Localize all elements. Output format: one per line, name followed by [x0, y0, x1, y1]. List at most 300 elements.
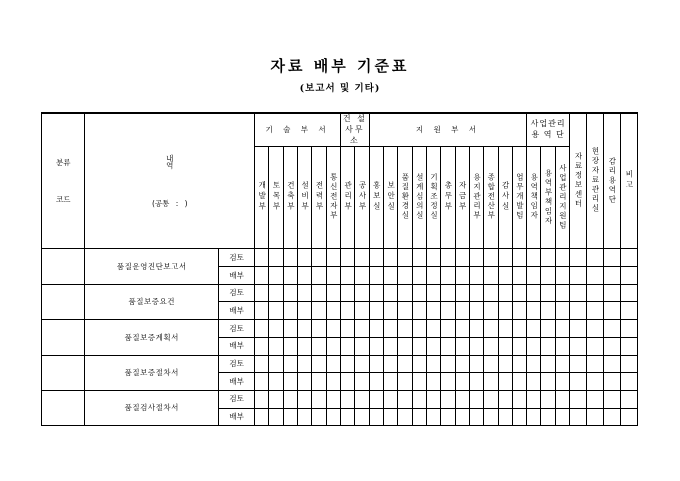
grid-cell: [398, 249, 412, 267]
grid-cell: [369, 390, 383, 408]
column-label: 관리부: [343, 181, 353, 213]
grid-cell: [441, 249, 455, 267]
grid-cell: [412, 249, 426, 267]
grid-cell: [620, 249, 637, 267]
grid-cell: [384, 284, 398, 302]
grid-cell: [255, 373, 269, 391]
grid-cell: [555, 390, 569, 408]
grid-cell: [412, 355, 426, 373]
doc-name-cell: 품질보증요건: [85, 284, 219, 319]
grid-cell: [527, 373, 541, 391]
grid-cell: [312, 373, 326, 391]
grid-cell: [283, 267, 297, 285]
grid-cell: [512, 302, 526, 320]
grid-cell: [255, 337, 269, 355]
column-label: 감사실: [501, 181, 511, 213]
grid-cell: [603, 390, 620, 408]
grid-cell: [541, 284, 555, 302]
grid-cell: [620, 355, 637, 373]
header-extra-col: [570, 113, 587, 249]
grid-cell: [369, 337, 383, 355]
grid-cell: [269, 390, 283, 408]
grid-cell: [587, 355, 604, 373]
column-label: 용역부책임자: [544, 168, 554, 226]
grid-cell: [269, 355, 283, 373]
grid-cell: [426, 302, 440, 320]
grid-cell: [603, 337, 620, 355]
row-type-label: 검토: [219, 320, 255, 338]
grid-cell: [527, 249, 541, 267]
header-dept-col: [498, 147, 512, 249]
row-type-label: 배부: [219, 408, 255, 426]
grid-cell: [283, 302, 297, 320]
grid-cell: [455, 390, 469, 408]
column-label: 종합전산부: [486, 173, 496, 221]
grid-cell: [484, 284, 498, 302]
grid-cell: [341, 284, 355, 302]
grid-cell: [498, 284, 512, 302]
row-type-label: 배부: [219, 373, 255, 391]
grid-cell: [498, 355, 512, 373]
grid-cell: [298, 284, 312, 302]
column-label: 자료정보센터: [573, 151, 583, 209]
grid-cell: [326, 320, 340, 338]
group-saeop-line: 용 역 단: [531, 130, 565, 140]
grid-cell: [269, 320, 283, 338]
grid-cell: [355, 373, 369, 391]
header-extra-col: [603, 113, 620, 249]
naeyok-sub-label: (공통 : ): [151, 198, 188, 208]
grid-cell: [441, 302, 455, 320]
grid-cell: [555, 267, 569, 285]
column-label: 홍보실: [372, 181, 382, 213]
grid-cell: [512, 249, 526, 267]
grid-cell: [298, 267, 312, 285]
grid-cell: [570, 267, 587, 285]
grid-cell: [341, 302, 355, 320]
grid-cell: [269, 267, 283, 285]
grid-cell: [620, 390, 637, 408]
grid-cell: [341, 408, 355, 426]
grid-cell: [570, 320, 587, 338]
grid-cell: [570, 302, 587, 320]
grid-cell: [269, 284, 283, 302]
grid-cell: [312, 390, 326, 408]
grid-cell: [426, 320, 440, 338]
grid-cell: [469, 337, 483, 355]
header-dept-col: [412, 147, 426, 249]
grid-cell: [412, 408, 426, 426]
grid-cell: [298, 302, 312, 320]
bunryu-label: 분류: [55, 157, 71, 167]
code-cell: [42, 249, 85, 284]
grid-cell: [283, 320, 297, 338]
grid-cell: [587, 267, 604, 285]
grid-cell: [484, 267, 498, 285]
column-label: 용역책임자: [529, 173, 539, 221]
grid-cell: [587, 408, 604, 426]
grid-cell: [283, 337, 297, 355]
grid-cell: [587, 320, 604, 338]
group-saeop: [527, 113, 570, 147]
column-label: 건축부: [286, 181, 296, 213]
grid-cell: [455, 302, 469, 320]
grid-cell: [455, 320, 469, 338]
grid-cell: [283, 373, 297, 391]
grid-cell: [570, 337, 587, 355]
naeyok-label: 내 역: [166, 153, 214, 171]
grid-cell: [512, 355, 526, 373]
grid-cell: [255, 302, 269, 320]
header-dept-col: [441, 147, 455, 249]
doc-name-cell: 품질보증절차서: [85, 355, 219, 390]
grid-cell: [426, 284, 440, 302]
grid-cell: [441, 355, 455, 373]
grid-cell: [555, 337, 569, 355]
grid-cell: [498, 390, 512, 408]
grid-cell: [455, 337, 469, 355]
row-type-label: 검토: [219, 284, 255, 302]
grid-cell: [570, 284, 587, 302]
grid-cell: [355, 390, 369, 408]
grid-cell: [541, 267, 555, 285]
grid-cell: [255, 284, 269, 302]
grid-cell: [355, 267, 369, 285]
page-title: 자료 배부 기준표: [270, 57, 410, 75]
grid-cell: [441, 320, 455, 338]
grid-cell: [441, 337, 455, 355]
grid-cell: [398, 320, 412, 338]
grid-cell: [283, 284, 297, 302]
grid-cell: [269, 337, 283, 355]
grid-cell: [369, 408, 383, 426]
grid-cell: [412, 302, 426, 320]
grid-cell: [298, 408, 312, 426]
grid-cell: [412, 267, 426, 285]
grid-cell: [469, 408, 483, 426]
doc-name-cell: 품질운영진단보고서: [85, 249, 219, 284]
grid-cell: [527, 302, 541, 320]
grid-cell: [512, 408, 526, 426]
code-cell: [42, 320, 85, 355]
grid-cell: [326, 390, 340, 408]
grid-cell: [269, 302, 283, 320]
grid-cell: [570, 249, 587, 267]
grid-cell: [355, 408, 369, 426]
grid-cell: [512, 320, 526, 338]
grid-cell: [255, 267, 269, 285]
grid-cell: [369, 320, 383, 338]
column-label: 현장자료관리실: [590, 147, 600, 214]
grid-cell: [469, 284, 483, 302]
grid-cell: [255, 249, 269, 267]
doc-name-cell: 품질검사절차서: [85, 390, 219, 425]
header-dept-col: [369, 147, 383, 249]
grid-cell: [312, 337, 326, 355]
grid-cell: [484, 390, 498, 408]
grid-cell: [587, 390, 604, 408]
header-dept-col: [355, 147, 369, 249]
grid-cell: [484, 302, 498, 320]
grid-cell: [455, 267, 469, 285]
grid-cell: [512, 337, 526, 355]
column-label: 전력부: [314, 181, 324, 213]
grid-cell: [455, 249, 469, 267]
row-type-label: 검토: [219, 249, 255, 267]
grid-cell: [441, 373, 455, 391]
grid-cell: [269, 373, 283, 391]
grid-cell: [455, 355, 469, 373]
grid-cell: [326, 408, 340, 426]
header-dept-col: [527, 147, 541, 249]
header-dept-col: [326, 147, 340, 249]
grid-cell: [412, 373, 426, 391]
row-type-label: 배부: [219, 302, 255, 320]
grid-cell: [441, 284, 455, 302]
grid-cell: [541, 320, 555, 338]
grid-cell: [341, 355, 355, 373]
grid-cell: [527, 320, 541, 338]
grid-cell: [603, 284, 620, 302]
column-label: 자금부: [458, 181, 468, 213]
grid-cell: [255, 408, 269, 426]
grid-cell: [341, 337, 355, 355]
grid-cell: [384, 373, 398, 391]
grid-cell: [603, 408, 620, 426]
grid-cell: [541, 302, 555, 320]
grid-cell: [312, 355, 326, 373]
grid-cell: [369, 249, 383, 267]
grid-cell: [587, 302, 604, 320]
grid-cell: [298, 337, 312, 355]
header-dept-col: [469, 147, 483, 249]
column-label: 품질환경실: [400, 173, 410, 221]
grid-cell: [498, 267, 512, 285]
grid-cell: [312, 408, 326, 426]
grid-cell: [355, 355, 369, 373]
header-dept-col: [283, 147, 297, 249]
grid-cell: [541, 249, 555, 267]
grid-cell: [398, 390, 412, 408]
grid-cell: [326, 302, 340, 320]
grid-cell: [426, 373, 440, 391]
grid-cell: [384, 249, 398, 267]
grid-cell: [384, 302, 398, 320]
grid-cell: [384, 337, 398, 355]
header-dept-col: [384, 147, 398, 249]
grid-cell: [255, 390, 269, 408]
code-cell: [42, 390, 85, 425]
grid-cell: [341, 320, 355, 338]
grid-cell: [269, 249, 283, 267]
grid-cell: [426, 355, 440, 373]
grid-cell: [455, 373, 469, 391]
group-geonseol-line: 사무소: [345, 124, 365, 145]
grid-cell: [341, 390, 355, 408]
column-label: 기획조정실: [429, 173, 439, 221]
header-dept-col: [426, 147, 440, 249]
column-label: 총무부: [443, 181, 453, 213]
table-row: [42, 320, 638, 338]
grid-cell: [484, 355, 498, 373]
grid-cell: [527, 408, 541, 426]
grid-cell: [255, 355, 269, 373]
grid-cell: [541, 337, 555, 355]
grid-cell: [312, 267, 326, 285]
grid-cell: [455, 408, 469, 426]
grid-cell: [498, 320, 512, 338]
column-label: 사업관리지원팀: [558, 163, 568, 231]
grid-cell: [298, 320, 312, 338]
table-row: [42, 390, 638, 408]
grid-cell: [384, 267, 398, 285]
grid-cell: [384, 320, 398, 338]
grid-cell: [469, 320, 483, 338]
grid-cell: [355, 284, 369, 302]
grid-cell: [341, 267, 355, 285]
grid-cell: [603, 355, 620, 373]
grid-cell: [469, 390, 483, 408]
grid-cell: [512, 267, 526, 285]
grid-cell: [369, 284, 383, 302]
header-dept-col: [555, 147, 569, 249]
code-cell: [42, 284, 85, 319]
grid-cell: [441, 408, 455, 426]
grid-cell: [426, 337, 440, 355]
column-label: 감리용역단: [607, 156, 617, 205]
grid-cell: [298, 373, 312, 391]
grid-cell: [555, 249, 569, 267]
header-dept-col: [269, 147, 283, 249]
grid-cell: [369, 302, 383, 320]
group-saeop-line: 사업관리: [530, 119, 566, 129]
page-subtitle: (보고서 및 기타): [299, 83, 381, 94]
grid-cell: [326, 337, 340, 355]
grid-cell: [620, 337, 637, 355]
grid-cell: [326, 284, 340, 302]
grid-cell: [298, 390, 312, 408]
grid-cell: [341, 249, 355, 267]
table-row: [42, 249, 638, 267]
header-dept-col: [255, 147, 269, 249]
code-cell: [42, 355, 85, 390]
grid-cell: [412, 390, 426, 408]
grid-cell: [570, 408, 587, 426]
column-label: 공사부: [357, 181, 367, 213]
group-jiwon: 지 원 부 서: [369, 113, 526, 147]
grid-cell: [355, 320, 369, 338]
grid-cell: [469, 267, 483, 285]
header-dept-col: [298, 147, 312, 249]
grid-cell: [527, 267, 541, 285]
grid-cell: [398, 267, 412, 285]
grid-cell: [541, 390, 555, 408]
grid-cell: [484, 320, 498, 338]
grid-cell: [620, 408, 637, 426]
grid-cell: [555, 320, 569, 338]
grid-cell: [312, 284, 326, 302]
grid-cell: [512, 284, 526, 302]
grid-cell: [369, 373, 383, 391]
column-label: 설비부: [300, 181, 310, 213]
column-label: 업무개발팀: [515, 173, 525, 221]
grid-cell: [426, 249, 440, 267]
header-dept-col: [312, 147, 326, 249]
header-extra-col: [587, 113, 604, 249]
grid-cell: [484, 373, 498, 391]
grid-cell: [455, 284, 469, 302]
grid-cell: [587, 337, 604, 355]
header-dept-col: [484, 147, 498, 249]
header-dept-col: [455, 147, 469, 249]
grid-cell: [498, 249, 512, 267]
grid-cell: [355, 302, 369, 320]
header-bunryu-code: [42, 113, 85, 249]
grid-cell: [283, 355, 297, 373]
grid-cell: [426, 390, 440, 408]
grid-cell: [341, 373, 355, 391]
column-label: 비고: [624, 169, 634, 191]
column-label: 보안실: [386, 181, 396, 213]
code-label: 코드: [55, 195, 71, 205]
grid-cell: [570, 355, 587, 373]
grid-cell: [555, 408, 569, 426]
table-row: [42, 284, 638, 302]
grid-cell: [620, 267, 637, 285]
grid-cell: [527, 390, 541, 408]
grid-cell: [603, 302, 620, 320]
grid-cell: [355, 249, 369, 267]
grid-cell: [283, 390, 297, 408]
row-type-label: 검토: [219, 355, 255, 373]
group-gisul: 기 술 부 서: [255, 113, 341, 147]
distribution-table: [41, 112, 638, 426]
grid-cell: [555, 373, 569, 391]
grid-cell: [255, 320, 269, 338]
grid-cell: [412, 320, 426, 338]
grid-cell: [441, 390, 455, 408]
grid-cell: [570, 373, 587, 391]
doc-name-cell: 품질보증계획서: [85, 320, 219, 355]
grid-cell: [620, 284, 637, 302]
grid-cell: [541, 373, 555, 391]
grid-cell: [484, 408, 498, 426]
header-dept-col: [398, 147, 412, 249]
grid-cell: [298, 249, 312, 267]
grid-cell: [555, 355, 569, 373]
grid-cell: [587, 249, 604, 267]
grid-cell: [484, 249, 498, 267]
grid-cell: [620, 320, 637, 338]
grid-cell: [469, 373, 483, 391]
row-type-label: 배부: [219, 267, 255, 285]
grid-cell: [441, 267, 455, 285]
grid-cell: [312, 320, 326, 338]
grid-cell: [484, 337, 498, 355]
grid-cell: [398, 337, 412, 355]
grid-cell: [498, 337, 512, 355]
grid-cell: [555, 302, 569, 320]
grid-cell: [512, 390, 526, 408]
grid-cell: [384, 390, 398, 408]
column-label: 통신전자부: [329, 173, 339, 221]
grid-cell: [412, 284, 426, 302]
grid-cell: [398, 373, 412, 391]
grid-cell: [469, 249, 483, 267]
column-label: 설계심의실: [415, 173, 425, 221]
grid-cell: [426, 408, 440, 426]
grid-cell: [398, 408, 412, 426]
